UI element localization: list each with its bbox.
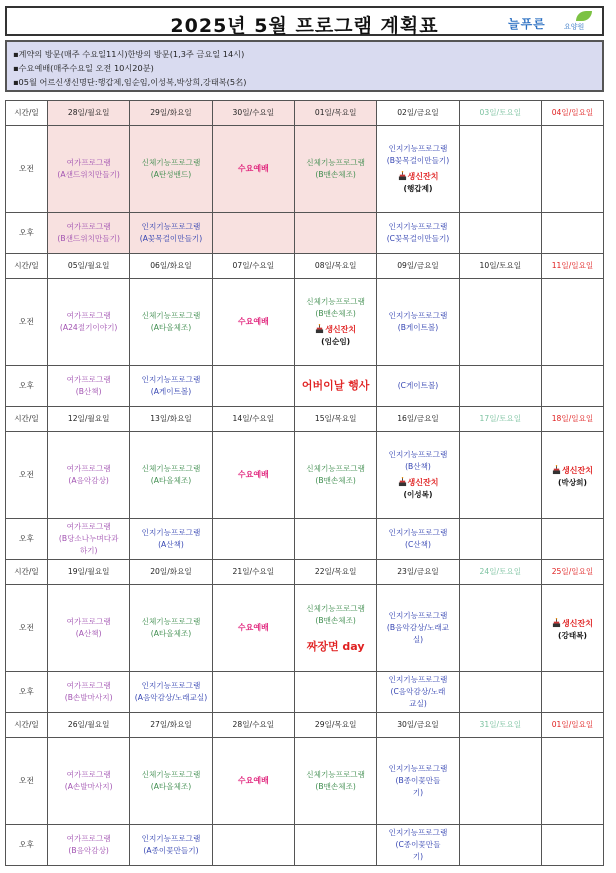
schedule-cell	[212, 126, 294, 213]
program-text: (A타올체조)	[150, 476, 192, 485]
program-text: (C게이트볼)	[397, 381, 439, 390]
day-header: 07일/수요일	[212, 254, 294, 279]
schedule-cell	[459, 432, 541, 519]
schedule-cell	[48, 366, 130, 407]
program-text: 여가프로그램	[66, 375, 111, 384]
schedule-cell	[294, 432, 376, 519]
program-text: (A종이꽃만들기)	[143, 846, 199, 855]
schedule-cell	[48, 279, 130, 366]
title-box	[5, 6, 604, 36]
schedule-cell	[459, 585, 541, 672]
program-text: (B산책)	[405, 462, 431, 471]
birthday-party	[378, 171, 457, 183]
leaf-icon	[576, 11, 592, 21]
day-header: 30일/수요일	[212, 101, 294, 126]
afternoon-label: 오후	[6, 519, 48, 560]
program-text: (C음악감상/노래	[390, 687, 446, 696]
pm-row	[6, 825, 604, 866]
cake-icon	[315, 324, 324, 334]
schedule-cell	[294, 519, 376, 560]
day-header: 10일/토요일	[459, 254, 541, 279]
program-text: 어버이날 행사	[301, 379, 370, 392]
program-text: 여가프로그램	[66, 681, 111, 690]
schedule-cell	[542, 126, 604, 213]
info-line: ▪계약의 방문(매주 수요일11시)한방의 방문(1,3주 금요일 14시)	[13, 49, 245, 59]
schedule-cell	[294, 585, 376, 672]
program-text: 인지기능프로그램	[388, 528, 448, 537]
week-header-row	[6, 254, 604, 279]
program-text: 여가프로그램	[66, 770, 111, 779]
program-text: (A음악감상)	[68, 476, 109, 485]
time-day-header: 시간/일	[6, 101, 48, 126]
program-text: 인지기능프로그램	[388, 144, 448, 153]
pm-row	[6, 366, 604, 407]
program-text: (A게이트볼)	[150, 387, 192, 396]
program-text: 인지기능프로그램	[388, 222, 448, 231]
logo-sub: 요양원	[564, 23, 585, 31]
program-text: (B맨손체조)	[315, 309, 356, 318]
program-text: 기)	[412, 852, 424, 861]
day-header: 28일/수요일	[212, 713, 294, 738]
afternoon-label: 오후	[6, 825, 48, 866]
program-text: 신체기능프로그램	[141, 617, 201, 626]
day-header: 02일/금요일	[377, 101, 459, 126]
day-header: 03일/토요일	[459, 101, 541, 126]
day-header: 27일/화요일	[130, 713, 212, 738]
schedule-cell	[48, 213, 130, 254]
schedule-cell	[377, 519, 459, 560]
birthday-name: (강태복)	[558, 631, 587, 640]
schedule-cell	[48, 126, 130, 213]
schedule-cell	[459, 738, 541, 825]
birthday-name: (행갑제)	[403, 184, 433, 193]
schedule-cell	[542, 738, 604, 825]
week-header-row	[6, 101, 604, 126]
cake-icon	[398, 477, 407, 487]
am-row	[6, 126, 604, 213]
program-text: (B맨손체조)	[315, 476, 356, 485]
day-header: 01일/일요일	[542, 713, 604, 738]
schedule-cell	[459, 366, 541, 407]
schedule-cell	[212, 432, 294, 519]
birthday-name: (임순임)	[321, 337, 351, 346]
day-header: 29일/목요일	[294, 713, 376, 738]
am-row	[6, 432, 604, 519]
program-text: (B게이트볼)	[397, 323, 439, 332]
program-text: (A타올체조)	[150, 323, 192, 332]
birthday-party	[543, 465, 602, 477]
week-header-row	[6, 560, 604, 585]
program-text: (C꽃목걸이만들기)	[386, 234, 450, 243]
info-box	[5, 40, 604, 92]
schedule-cell	[542, 366, 604, 407]
schedule-cell	[542, 672, 604, 713]
birthday-party	[296, 324, 375, 336]
schedule-cell	[48, 519, 130, 560]
schedule-cell	[130, 366, 212, 407]
schedule-cell	[294, 126, 376, 213]
schedule-cell	[130, 672, 212, 713]
birthday-party	[378, 477, 457, 489]
pm-row	[6, 519, 604, 560]
day-header: 13일/화요일	[130, 407, 212, 432]
day-header: 14일/수요일	[212, 407, 294, 432]
day-header: 12일/월요일	[48, 407, 130, 432]
program-text: 여가프로그램	[66, 834, 111, 843]
schedule-cell	[542, 825, 604, 866]
schedule-cell	[130, 279, 212, 366]
program-text: (A타올체조)	[150, 629, 192, 638]
birthday-label: 생신잔치	[325, 325, 357, 334]
afternoon-label: 오후	[6, 366, 48, 407]
day-header: 22일/목요일	[294, 560, 376, 585]
program-text: 신체기능프로그램	[141, 311, 201, 320]
program-text: 기)	[412, 788, 424, 797]
program-text: 신체기능프로그램	[141, 158, 201, 167]
program-text: 인지기능프로그램	[388, 675, 448, 684]
program-text: 신체기능프로그램	[141, 770, 201, 779]
program-text: (B음악감상)	[68, 846, 109, 855]
birthday-label: 생신잔치	[407, 478, 439, 487]
program-text: 신체기능프로그램	[306, 770, 365, 779]
birthday-label: 생신잔치	[562, 466, 593, 475]
program-text: (A산책)	[75, 629, 102, 638]
am-row	[6, 738, 604, 825]
day-header: 05일/월요일	[48, 254, 130, 279]
day-header: 21일/수요일	[212, 560, 294, 585]
program-text: (B맨손체조)	[315, 616, 356, 625]
birthday-party	[543, 618, 602, 630]
day-header: 08일/목요일	[294, 254, 376, 279]
program-text: 신체기능프로그램	[306, 464, 365, 473]
schedule-cell	[459, 825, 541, 866]
program-text: (A산책)	[158, 540, 184, 549]
program-text: 신체기능프로그램	[306, 604, 365, 613]
program-text: 여가프로그램	[66, 464, 111, 473]
morning-label: 오전	[6, 585, 48, 672]
schedule-cell	[459, 213, 541, 254]
schedule-cell	[294, 366, 376, 407]
schedule-cell	[48, 432, 130, 519]
program-text: 인지기능프로그램	[388, 311, 448, 320]
time-day-header: 시간/일	[6, 713, 48, 738]
day-header: 29일/화요일	[130, 101, 212, 126]
schedule-cell	[130, 519, 212, 560]
schedule-cell	[130, 126, 212, 213]
program-text: (C산책)	[405, 540, 431, 549]
program-text: (B맨손체조)	[315, 782, 356, 791]
day-header: 18일/일요일	[542, 407, 604, 432]
program-text: (A손발마사지)	[64, 782, 113, 791]
program-text: 인지기능프로그램	[141, 834, 201, 843]
day-header: 11일/일요일	[542, 254, 604, 279]
program-text: (B당소나누며다과	[58, 534, 119, 543]
program-text: (A타올체조)	[150, 782, 192, 791]
program-text: 인지기능프로그램	[141, 375, 201, 384]
program-text: (C종이꽃만들	[395, 840, 441, 849]
program-text: (A음악감상/노래교실)	[134, 693, 208, 702]
day-header: 16일/금요일	[377, 407, 459, 432]
program-text: (B맨손체조)	[315, 170, 356, 179]
program-text: (B산책)	[75, 387, 102, 396]
schedule-cell	[212, 213, 294, 254]
program-text: 수요예배	[237, 317, 269, 326]
program-text: (A탄성밴드)	[150, 170, 192, 179]
cake-icon	[552, 618, 561, 628]
pm-row	[6, 213, 604, 254]
program-text: 수요예배	[237, 470, 269, 479]
program-text: 인지기능프로그램	[141, 222, 201, 231]
program-text: 수요예배	[237, 164, 269, 173]
day-header: 19일/월요일	[48, 560, 130, 585]
schedule-cell	[294, 825, 376, 866]
program-text: 여가프로그램	[66, 522, 111, 531]
schedule-cell	[212, 738, 294, 825]
schedule-table	[5, 100, 604, 866]
birthday-name: (이성복)	[403, 490, 433, 499]
am-row	[6, 585, 604, 672]
pm-row	[6, 672, 604, 713]
am-row	[6, 279, 604, 366]
day-header: 15일/목요일	[294, 407, 376, 432]
day-header: 09일/금요일	[377, 254, 459, 279]
schedule-cell	[542, 519, 604, 560]
schedule-cell	[130, 213, 212, 254]
schedule-cell	[48, 738, 130, 825]
program-text: 인지기능프로그램	[388, 828, 448, 837]
birthday-label: 생신잔치	[562, 619, 593, 628]
schedule-cell	[212, 366, 294, 407]
program-text: 신체기능프로그램	[306, 158, 365, 167]
schedule-cell	[459, 126, 541, 213]
program-text: 인지기능프로그램	[141, 528, 201, 537]
day-header: 17일/토요일	[459, 407, 541, 432]
day-header: 04일/일요일	[542, 101, 604, 126]
schedule-cell	[130, 825, 212, 866]
schedule-cell	[130, 432, 212, 519]
schedule-cell	[48, 825, 130, 866]
schedule-cell	[377, 738, 459, 825]
program-text: 여가프로그램	[66, 222, 111, 231]
schedule-cell	[377, 825, 459, 866]
birthday-label: 생신잔치	[407, 172, 439, 181]
morning-label: 오전	[6, 738, 48, 825]
schedule-cell	[130, 738, 212, 825]
program-text: 인지기능프로그램	[388, 611, 448, 620]
program-text: (A꽃목걸이만들기)	[139, 234, 203, 243]
schedule-cell	[130, 585, 212, 672]
program-text: 교실)	[409, 699, 427, 708]
program-text: 여가프로그램	[66, 311, 111, 320]
program-text: (B종이꽃만들	[395, 776, 441, 785]
day-header: 20일/화요일	[130, 560, 212, 585]
program-text: (B샌드위치만들기)	[57, 234, 120, 243]
schedule-cell	[212, 672, 294, 713]
schedule-cell	[459, 672, 541, 713]
program-text: (B음악감상/노래교	[386, 623, 450, 632]
info-line: ▪05월 어르신생신명단:행갑제,임순임,이성복,박상희,강태복(5名)	[13, 77, 247, 87]
schedule-cell	[377, 672, 459, 713]
day-header: 30일/금요일	[377, 713, 459, 738]
schedule-cell	[294, 672, 376, 713]
schedule-cell	[377, 279, 459, 366]
schedule-cell	[212, 519, 294, 560]
logo	[508, 11, 594, 33]
page-title: 2025년 5월 프로그램 계획표	[170, 15, 439, 37]
day-header: 23일/금요일	[377, 560, 459, 585]
program-text: 신체기능프로그램	[306, 297, 365, 306]
day-header: 24일/토요일	[459, 560, 541, 585]
schedule-cell	[212, 279, 294, 366]
day-header: 31일/토요일	[459, 713, 541, 738]
morning-label: 오전	[6, 126, 48, 213]
morning-label: 오전	[6, 432, 48, 519]
time-day-header: 시간/일	[6, 407, 48, 432]
schedule-cell	[212, 585, 294, 672]
schedule-cell	[294, 213, 376, 254]
program-text: (A샌드위치만들기)	[57, 170, 120, 179]
day-header: 06일/화요일	[130, 254, 212, 279]
time-day-header: 시간/일	[6, 254, 48, 279]
program-text: 수요예배	[237, 623, 269, 632]
schedule-cell	[377, 126, 459, 213]
program-text: (B손발마사지)	[64, 693, 113, 702]
program-text: 여가프로그램	[66, 617, 111, 626]
schedule-cell	[212, 825, 294, 866]
program-text: 신체기능프로그램	[141, 464, 201, 473]
schedule-cell	[542, 432, 604, 519]
schedule-cell	[542, 585, 604, 672]
schedule-cell	[459, 279, 541, 366]
cake-icon	[552, 465, 561, 475]
logo-word: 늘푸른	[508, 17, 546, 31]
week-header-row	[6, 713, 604, 738]
schedule-cell	[459, 519, 541, 560]
schedule-cell	[377, 213, 459, 254]
afternoon-label: 오후	[6, 213, 48, 254]
program-text: 하기)	[79, 546, 98, 555]
morning-label: 오전	[6, 279, 48, 366]
day-header: 01일/목요일	[294, 101, 376, 126]
schedule-cell	[48, 672, 130, 713]
program-text: 수요예배	[237, 776, 269, 785]
program-text: 인지기능프로그램	[388, 764, 448, 773]
birthday-name: (박상희)	[558, 478, 587, 487]
special-event: 짜장면 day	[306, 640, 365, 653]
time-day-header: 시간/일	[6, 560, 48, 585]
schedule-cell	[542, 279, 604, 366]
program-text: 여가프로그램	[66, 158, 111, 167]
schedule-cell	[294, 279, 376, 366]
day-header: 28일/월요일	[48, 101, 130, 126]
day-header: 26일/월요일	[48, 713, 130, 738]
schedule-cell	[377, 585, 459, 672]
program-text: (A24절기이야기)	[59, 323, 118, 332]
program-text: 실)	[412, 635, 424, 644]
afternoon-label: 오후	[6, 672, 48, 713]
program-text: (B꽃목걸이만들기)	[386, 156, 450, 165]
schedule-cell	[377, 432, 459, 519]
day-header: 25일/일요일	[542, 560, 604, 585]
program-text: 인지기능프로그램	[388, 450, 448, 459]
week-header-row	[6, 407, 604, 432]
schedule-cell	[48, 585, 130, 672]
program-text: 인지기능프로그램	[141, 681, 201, 690]
schedule-cell	[294, 738, 376, 825]
schedule-cell	[542, 213, 604, 254]
schedule-cell	[377, 366, 459, 407]
info-line: ▪수요예배(매주수요일 오전 10시20분)	[13, 63, 154, 73]
cake-icon	[398, 171, 407, 181]
